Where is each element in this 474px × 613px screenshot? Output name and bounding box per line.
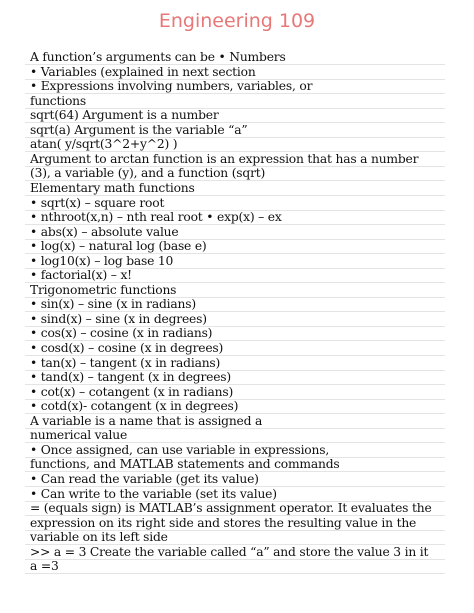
note-line: • Can write to the variable (set its value) bbox=[30, 486, 277, 501]
note-line: numerical value bbox=[30, 428, 128, 443]
note-line: • Expressions involving numbers, variables, or bbox=[30, 79, 313, 94]
note-line: • abs(x) – absolute value bbox=[30, 224, 179, 239]
note-line: Trigonometric functions bbox=[30, 282, 177, 297]
note-line: • sin(x) – sine (x in radians) bbox=[30, 297, 196, 312]
note-line: • cotd(x)- cotangent (x in degrees) bbox=[30, 399, 239, 414]
note-line: sqrt(a) Argument is the variable “a” bbox=[30, 122, 248, 137]
note-line: • nthroot(x,n) – nth real root • exp(x) – ex bbox=[30, 210, 282, 225]
note-line: • Variables (explained in next section bbox=[30, 64, 256, 79]
page-title: Engineering 109 bbox=[158, 10, 316, 32]
note-line: functions bbox=[30, 93, 86, 108]
note-line: • cosd(x) – cosine (x in degrees) bbox=[30, 341, 224, 355]
note-line: variable on its left side bbox=[30, 530, 168, 545]
ruled-line bbox=[25, 573, 445, 574]
note-line: • sind(x) – sine (x in degrees) bbox=[30, 311, 207, 326]
note-line: • log10(x) – log base 10 bbox=[30, 253, 174, 268]
note-line: Argument to arctan function is an expression that has a number bbox=[30, 151, 419, 166]
note-line: • Once assigned, can use variable in expressions, bbox=[30, 442, 330, 457]
note-line: A variable is a name that is assigned a bbox=[30, 413, 263, 428]
note-line: a =3 bbox=[30, 559, 59, 574]
note-line: expression on its right side and stores the resulting value in the bbox=[30, 515, 417, 530]
note-line: • cos(x) – cosine (x in radians) bbox=[30, 326, 213, 341]
note-line: • factorial(x) – x! bbox=[30, 268, 132, 283]
note-line: = (equals sign) is MATLAB’s assignment operator. It evaluates the bbox=[30, 501, 432, 516]
note-line: • tand(x) – tangent (x in degrees) bbox=[30, 370, 231, 385]
note-line: atan( y/sqrt(3^2+y^2) ) bbox=[30, 137, 178, 152]
note-line: >> a = 3 Create the variable called “a” and store the value 3 in it bbox=[30, 544, 429, 559]
note-line: • cot(x) – cotangent (x in radians) bbox=[30, 384, 234, 399]
note-line: (3), a variable (y), and a function (sqrt) bbox=[30, 166, 266, 181]
note-line: • sqrt(x) – square root bbox=[30, 195, 165, 210]
note-line: • log(x) – natural log (base e) bbox=[30, 239, 207, 254]
note-line: • Can read the variable (get its value) bbox=[30, 471, 259, 486]
note-line: functions, and MATLAB statements and commands bbox=[30, 457, 340, 472]
note-line: Elementary math functions bbox=[30, 180, 195, 195]
note-line: • tan(x) – tangent (x in radians) bbox=[30, 355, 221, 370]
note-line: sqrt(64) Argument is a number bbox=[30, 108, 219, 123]
note-line: A function’s arguments can be • Numbers bbox=[30, 50, 286, 64]
